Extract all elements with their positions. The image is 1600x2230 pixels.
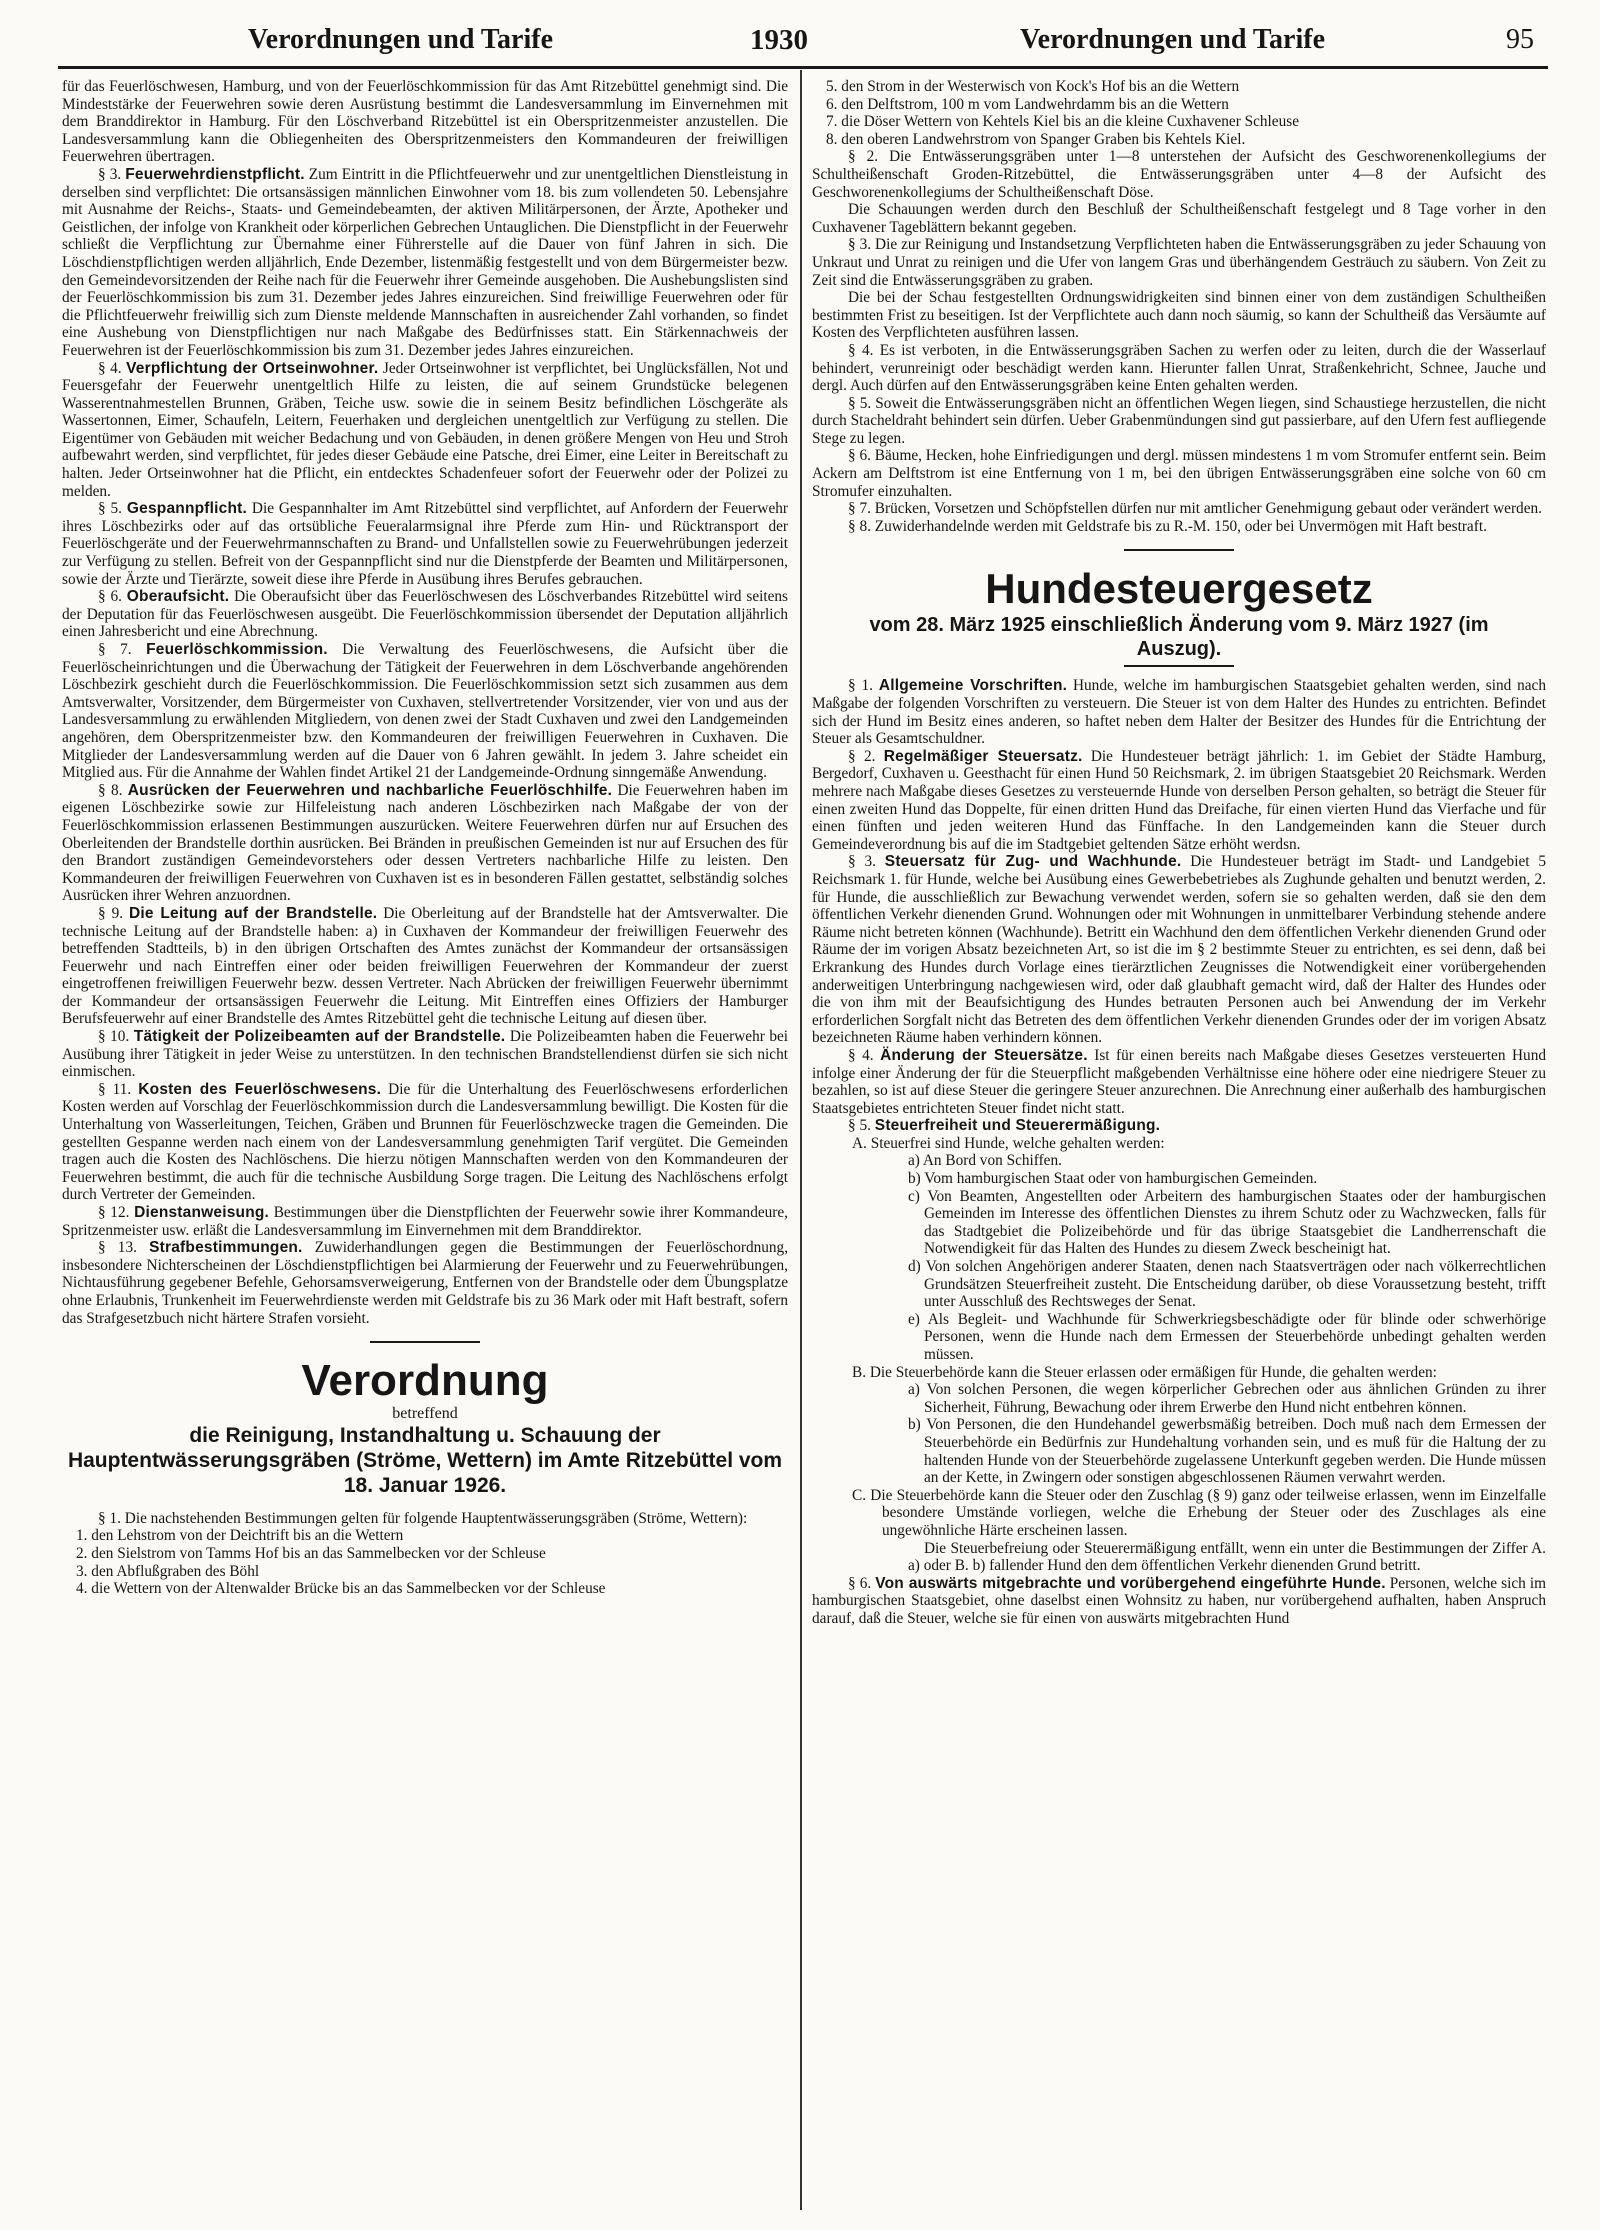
list-item: 8. den oberen Landwehrstrom von Spanger Graben bis Kehtels Kiel. xyxy=(826,130,1246,148)
right-column xyxy=(812,78,1546,1628)
section-4 xyxy=(62,360,788,501)
list-item: b) Vom hamburgischen Staat oder von hamburgischen Gemeinden. xyxy=(908,1170,1318,1188)
verordnung-section-4: § 4. Es ist verboten, in die Entwässerungsgräben Sachen zu werfen oder zu leiten, durch die der Wasserlauf behindert, verunreinigt oder beschädigt werden kann. Hierunter fallen Unrat, Straßenkehricht, Schnee, Jauche und dergl. Auch dürfen auf den Entwässerungsgräben keine Enten gehalten werden. xyxy=(812,341,1546,395)
section-text: Die Hundesteuer beträgt im Stadt- und Landgebiet 5 Reichsmark 1. für Hunde, welche bei Ausübung eines Gewerbebetriebes als Zughunde gehalten und benutzt werden, 2. für Hunde, die ausschließlich zur Bewachung verwendet werden, sofern sie so gehalten werden, daß sie den dem öffentlichen Verkehr dienenden Grund. Wohnungen oder mit Wohnungen in unmittelbarer Verbindung stehende andere Räume nicht betreten können (Wachhunde). Betritt ein Wachhund den dem öffentlichen Verkehr dienenden Grund oder Räume der im vorigen Absatz bezeichneten Art, so ist die im § 2 bestimmte Steuer zu entrichten, es sei denn, daß bei Erkrankung des Hundes durch Vorlage eines tierärztlichen Zeugnisses die Notwendigkeit einer vorübergehenden anderweitigen Unterbringung nachgewiesen wird, oder daß glaubhaft gemacht wird, daß der Halter des Hundes oder die von ihm mit der Beaufsichtigung des Hundes betrauten Personen auch bei Anwendung der im Verkehr erforderlichen Sorgfalt nicht das Betreten des dem öffentlichen Verkehr dienenden Grundes oder der im vorigen Absatz bezeichneten Räume haben verhindern können. xyxy=(812,853,1546,1047)
section-text: Ist für einen bereits nach Maßgabe dieses Gesetzes versteuerten Hund infolge einer Änderung der für die Steuerpflicht maßgebenden Verhältnisse eine höhere oder eine niedrigere Steuer zu bezahlen, so ist auf diese Steuer die geringere Steuer anzurechnen. Die Anrechnung einer außerhalb des hamburgischen Staatsgebietes entrichteten Steuer findet nicht statt. xyxy=(812,1046,1546,1117)
section-number: § 5. xyxy=(98,500,123,518)
section-text: Die Feuerwehren haben im eigenen Löschbezirke sowie zur Hilfeleistung nach anderen Löschbezirken nach Maßgabe der von der Feuerlöschkommission erlassenen Bestimmungen auszurücken. Weitere Feuerwehren dürfen nur auf Ersuchen des Oberleitenden der Brandstelle dorthin ausrücken. Bei Bränden in preußischen Gemeinden ist nur auf Ersuchen des für den Brandort zuständigen Gemeindevorstehers oder dessen Vertreters nachbarliche Hilfe zu leisten. Den Kommandeuren der freiwilligen Feuerwehren von Cuxhaven ist es in besonderen Fällen gestattet, selbständig solches Ausrücken ihrer Wehren anzuordnen. xyxy=(62,781,789,905)
section-heading: Kosten des Feuerlöschwesens. xyxy=(138,1080,382,1098)
paragraph-continued: für das Feuerlöschwesen, Hamburg, und von der Feuerlöschkommission für das Amt Ritzebüttel genehmigt sind. Die Mindeststärke der Feuerwehren sowie deren Ausrüstung bestimmt die Landesversammlung im Einvernehmen mit dem Branddirektor in Hamburg. Für den Löschverband Ritzebüttel ist ein Oberspritzenmeister anzustellen. Die Landesversammlung kann die Obliegenheiten des Oberspritzenmeisters den Kommandeuren der freiwilligen Feuerwehren übertragen. xyxy=(62,78,788,166)
section-number: § 10. xyxy=(98,1028,130,1046)
section-heading: Von auswärts mitgebrachte und vorübergehend eingeführte Hunde. xyxy=(875,1574,1386,1592)
section-heading: Steuersatz für Zug- und Wachhunde. xyxy=(884,853,1182,871)
hst-section-4 xyxy=(812,1047,1546,1117)
list-item: 6. den Delftstrom, 100 m vom Landwehrdamm bis an die Wettern xyxy=(826,95,1229,113)
section-number: § 5. xyxy=(848,1117,871,1135)
section-3 xyxy=(62,166,788,360)
section-text: Die Verwaltung des Feuerlöschwesens, die Aufsicht über die Feuerlöscheinrichtungen und die Überwachung der Tätigkeit der Feuerwehren in dem Löschverbande angehörenden Löschbezirk geschieht durch die Feuerlöschkommission. Die Feuerlöschkommission setzt sich zusammen aus dem Amtsverwalter, Vorsitzender, dem Bürgermeister von Cuxhaven, stellvertretender Vorsitzender, vier von und aus der Landesversammlung zu erwählenden Mitgliedern, von denen zwei der Stadt Cuxhaven und zwei den Landgemeinden angehören, dem Oberspritzenmeister bzw. den Kommandeuren der freiwilligen Feuerwehren in Cuxhaven. Die Mitglieder der Landesversammlung werden auf die Dauer von 6 Jahren gewählt. In jedem 3. Jahre scheidet ein Mitglied aus. Für die Annahme der Wahlen findet Artikel 21 der Landgemeinde-Ordnung sinngemäße Anwendung. xyxy=(62,641,788,782)
paragraph: Die Steuerbefreiung oder Steuerermäßigung entfällt, wenn ein unter die Bestimmungen der Ziffer A. a) oder B. b) fallender Hund den dem öffentlichen Verkehr dienenden Grund betritt. xyxy=(908,1539,1546,1575)
verordnung-section-7: § 7. Brücken, Vorsetzen und Schöpfstellen dürfen nur mit amtlicher Genehmigung gebaut oder verändert werden. xyxy=(848,500,1542,518)
page-header xyxy=(60,18,1544,68)
section-heading: Ausrücken der Feuerwehren und nachbarliche Feuerlöschhilfe. xyxy=(127,781,613,799)
running-title-left: Verordnungen und Tarife xyxy=(248,24,553,55)
section-11 xyxy=(62,1081,788,1204)
section-number: § 13. xyxy=(98,1239,137,1257)
list-item: 1. den Lehstrom von der Deichtrift bis an die Wettern xyxy=(76,1527,404,1545)
section-text: Zuwiderhandlungen gegen die Bestimmungen der Feuerlöschordnung, insbesondere Nichterscheinen der Löschdienstpflichtigen bei Alarmierung der Feuerwehr und zu Feuerwehrübungen, Nichtausführung gegebener Befehle, Gehorsamsverweigerung, Entfernen von der Brandstelle oder dem Übungsplatze ohne Erlaubnis, Trunkenheit im Feuerwehrdienste werden mit Geldstrafe bis zu 36 Mark oder mit Haft bestraft, sofern das Strafgesetzbuch nicht härtere Strafen vorsieht. xyxy=(62,1239,789,1327)
section-text: Jeder Ortseinwohner ist verpflichtet, bei Unglücksfällen, Not und Feuersgefahr der Feuerwehr unentgeltlich Hilfe zu leisten, die auf seinem Grundstücke belegenen Wasserentnahmestellen Brunnen, Gräben, Teiche usw. sowie die in seinem Besitz befindlichen Löschgeräte als Wassertonnen, Eimer, Schaufeln, Leitern, Feuerhaken und dergleichen unentgeltlich zur Verfügung zu stellen. Die Eigentümer von Gebäuden mit weicher Bedachung und von Gebäuden, in denen größere Mengen von Heu und Stroh aufbewahrt werden, sind verpflichtet, für jedes dieser Gebäude eine Patsche, drei Eimer, eine Leiter in Bereitschaft zu halten. Jeder Ortseinwohner hat die Pflicht, ein entdecktes Schadenfeuer sofort der Feuerwehr oder der Polizei zu melden. xyxy=(62,359,789,500)
list-item: 4. die Wettern von der Altenwalder Brücke bis an das Sammelbecken vor der Schleuse xyxy=(76,1580,606,1598)
year-label: 1930 xyxy=(750,24,808,56)
section-number: § 8. xyxy=(98,781,123,799)
hundesteuergesetz-subtitle: vom 28. März 1925 einschließlich Änderung vom 9. März 1927 (im Auszug). xyxy=(869,614,1489,661)
list-item: d) Von solchen Angehörigen anderer Staaten, denen nach Staatsverträgen oder nach völkerrechtlichen Grundsätzen Steuerfreiheit zusteht. Die Entscheidung darüber, ob diese Voraussetzung besteht, trifft unter Ausschluß des Rechtsweges der Senat. xyxy=(908,1258,1546,1311)
list-item: c) Von Beamten, Angestellten oder Arbeitern des hamburgischen Staates oder der hamburgischen Gemeinden im Interesse des öffentlichen Dienstes zu ihrem Schutz oder zu Wachzwecken, falls für das Stadtgebiet die Polizeibehörde und für das übrige Staatsgebiet die Landherrenschaft die Notwendigkeit für das Halten des Hundes zu diesem Zweck bescheinigt hat. xyxy=(908,1187,1546,1258)
section-number: § 9. xyxy=(98,904,124,922)
hst-section-1 xyxy=(812,677,1546,747)
section-heading: Regelmäßiger Steuersatz. xyxy=(883,747,1083,765)
separator-rule xyxy=(370,1341,480,1343)
list-item: a) Von solchen Personen, die wegen körperlicher Gebrechen oder aus ähnlichen Gründen zu ihrer Sicherheit, Führung, Bewachung oder ihrem Erwerbe den Hund nicht entbehren können. xyxy=(908,1381,1546,1416)
section-number: § 11. xyxy=(98,1080,132,1098)
section-text: Die Gespannhalter im Amt Ritzebüttel sind verpflichtet, auf Anfordern der Feuerwehr ihres Löschbezirks oder auf das ortsübliche Feueralarmsignal ihre Pferde zum Hin- und Rücktransport der Feuerlöschgeräte und der Feuerwehrmannschaften zu Brand- und Unfallstellen sowie zu Feuerwehrübungen jederzeit zur Verfügung zu stellen. Befreit von der Gespannpflicht sind nur die Dienstpferde der Beamten und Militärpersonen, sowie der Ärzte und Tierärzte, soweit diese ihre Pferde in Ausübung ihres Berufes gebrauchen. xyxy=(62,500,788,588)
verordnung-subtitle: die Reinigung, Instandhaltung u. Schauung der Hauptentwässerungsgräben (Ströme, Wettern) im Amte Ritzebüttel vom 18. Januar 1926. xyxy=(67,1423,783,1497)
section-text: Hunde, welche im hamburgischen Staatsgebiet gehalten werden, sind nach Maßgabe der folgenden Vorschriften zu versteuern. Die Steuer ist von dem Halter des Hundes zu entrichten. Befindet sich der Hund im Besitz eines anderen, so haftet neben dem Halter der Besitzer des Hundes für die Entrichtung der Steuer als Gesamtschuldner. xyxy=(812,677,1546,748)
page-number: 95 xyxy=(1506,24,1534,55)
section-heading: Steuerfreiheit und Steuerermäßigung. xyxy=(874,1117,1161,1135)
section-number: § 3. xyxy=(98,165,122,183)
section-heading: Gespannpflicht. xyxy=(126,500,248,518)
hundesteuergesetz-title: Hundesteuergesetz xyxy=(985,565,1373,613)
verordnung-section-1: § 1. Die nachstehenden Bestimmungen gelten für folgende Hauptentwässerungsgräben (Ströme, Wettern): xyxy=(98,1509,748,1527)
running-title-right: Verordnungen und Tarife xyxy=(1020,24,1325,55)
section-text: Die Polizeibeamten haben die Feuerwehr bei Ausübung ihrer Tätigkeit in jeder Weise zu unterstützen. In den technischen Brandstellendienst dürfen sie sich nicht einmischen. xyxy=(62,1028,789,1081)
section-number: § 4. xyxy=(98,359,122,377)
section-10 xyxy=(62,1028,788,1081)
section-number: § 6. xyxy=(848,1574,872,1592)
verordnung-section-8: § 8. Zuwiderhandelnde werden mit Geldstrafe bis zu R.-M. 150, oder bei Unvermögen mit Haft bestraft. xyxy=(848,517,1487,535)
section-heading: Feuerlöschkommission. xyxy=(146,641,328,658)
section-9 xyxy=(62,905,788,1028)
hst-section-5 xyxy=(812,1117,1546,1135)
subsection-c: C. Die Steuerbehörde kann die Steuer oder den Zuschlag (§ 9) ganz oder teilweise erlassen, wenn im Einzelfalle besondere Umstände vorliegen, welche die Erhebung der Steuer oder des Zuschlages als eine ungewöhnliche Härte erscheinen lassen. xyxy=(852,1486,1546,1539)
section-text: Die für die Unterhaltung des Feuerlöschwesens erforderlichen Kosten werden auf Vorschlag der Feuerlöschkommission durch die Landesversammlung bewilligt. Die Kosten für die Unterhaltung von Wasserleitungen, Teichen, Gräben und Brunnen für Feuerlöschzwecke tragen die Gemeinden. Die gestellten Gespanne werden nach einem von der Landesversammlung genehmigten Tarif vergütet. Die Gemeinden tragen auch die Kosten des Nachlöschens. Die hierzu nötigen Mannschaften werden von den Kommandeuren der Feuerwehren bestimmt, die auch für die technische Ausbildung Sorge tragen. Die Leitung des Nachlöschens erfolgt durch Vertreter der Gemeinden. xyxy=(62,1080,788,1204)
verordnung-title: Verordnung xyxy=(301,1356,549,1406)
section-text: Die Oberleitung auf der Brandstelle hat der Amtsverwalter. Die technische Leitung auf der Brandstelle haben: a) in Cuxhaven der Kommandeur der freiwilligen Feuerwehr des betreffenden Stadtteils, b) in den übrigen Ortschaften des Amtes zunächst der Kommandeur der ortsansässigen Feuerwehr und nach Eintreffen einer oder beiden freiwilligen Feuerwehren der Kommandeur der zuerst eingetroffenen freiwilligen Feuerwehr bezw. dessen Vertreter. Nach Abrücken der freiwilligen Feuerwehr übernimmt der Kommandeur der ortsansässigen Feuerwehr die Leitung. Mit Eintreffen eines Offiziers der Hamburger Berufsfeuerwehr auf einer Brandstelle des Amtes Ritzebüttel geht die technische Leitung auf diesen über. xyxy=(62,904,788,1028)
section-heading: Strafbestimmungen. xyxy=(149,1239,303,1257)
section-number: § 12. xyxy=(98,1204,130,1221)
verordnung-section-5: § 5. Soweit die Entwässerungsgräben nicht an öffentlichen Wegen liegen, sind Schaustiege herzustellen, die nicht durch Stacheldraht behindert sein dürfen. Ueber Grabenmündungen sind gut passierbare, auf den Ufern fest aufliegende Stege zu legen. xyxy=(812,394,1546,447)
list-item: 5. den Strom in der Westerwisch von Kock's Hof bis an die Wettern xyxy=(826,78,1240,95)
section-5 xyxy=(62,500,788,588)
section-text: Die Oberaufsicht über das Feuerlöschwesen des Löschverbandes Ritzebüttel wird seitens der Deputation für das Feuerlöschwesen ausgeübt. Die Feuerlöschkommission übersendet der Deputation alljährlich einen Jahresbericht und eine Abrechnung. xyxy=(62,588,789,641)
hst-section-3 xyxy=(812,853,1546,1047)
subsection-b: B. Die Steuerbehörde kann die Steuer erlassen oder ermäßigen für Hunde, die gehalten werden: xyxy=(852,1363,1437,1381)
section-7 xyxy=(62,641,788,782)
section-heading: Änderung der Steuersätze. xyxy=(880,1046,1088,1064)
section-heading: Allgemeine Vorschriften. xyxy=(878,677,1068,695)
section-13 xyxy=(62,1239,788,1327)
section-12 xyxy=(62,1204,788,1239)
section-heading: Verpflichtung der Ortseinwohner. xyxy=(126,359,379,377)
section-text: Personen, welche sich im hamburgischen Staatsgebiet, ohne daselbst einen Wohnsitz zu haben, nur vorübergehend aufhalten, haben Anspruch darauf, daß die Steuer, welche sie für einen von auswärts mitgebrachten Hund xyxy=(812,1574,1546,1627)
list-item: a) An Bord von Schiffen. xyxy=(908,1152,1062,1170)
paragraph: Die Schauungen werden durch den Beschluß der Schultheißenschaft festgelegt und 8 Tage vorher in den Cuxhavener Tageblättern bekannt gegeben. xyxy=(812,201,1546,236)
list-item: e) Als Begleit- und Wachhunde für Schwerkriegsbeschädigte oder für blinde oder schwerhörige Personen, wenn die Hunde nach dem Ermessen der Steuerbehörde unbedingt gehalten werden müssen. xyxy=(908,1310,1546,1363)
section-number: § 3. xyxy=(848,853,876,871)
list-item: 2. den Sielstrom von Tamms Hof bis an das Sammelbecken vor der Schleuse xyxy=(76,1544,546,1562)
section-text: Bestimmungen über die Dienstpflichten der Feuerwehr sowie ihrer Kommandeure, Spritzenmeister usw. erläßt die Landesversammlung im Einvernehmen mit dem Branddirektor. xyxy=(62,1204,789,1239)
section-heading: Dienstanweisung. xyxy=(134,1204,270,1221)
paragraph: Die bei der Schau festgestellten Ordnungswidrigkeiten sind binnen einer von dem zuständigen Schultheißen bestimmten Frist zu beseitigen. Ist der Verpflichtete auch dann noch säumig, so kann der Schultheiß das Versäumte auf Kosten des Verpflichteten ausführen lassen. xyxy=(812,289,1546,342)
verordnung-section-3: § 3. Die zur Reinigung und Instandsetzung Verpflichteten haben die Entwässerungsgräben zu jeder Schauung von Unkraut und Unrat zu reinigen und die Ufer von langem Gras und überhängendem Gesträuch zu säubern. Von Zeit zu Zeit sind die Entwässerungsgräben zu graben. xyxy=(812,236,1546,289)
section-8 xyxy=(62,782,788,905)
verordnung-betreffend: betreffend xyxy=(392,1405,458,1423)
subsection-a: A. Steuerfrei sind Hunde, welche gehalten werden: xyxy=(852,1134,1165,1152)
section-heading: Oberaufsicht. xyxy=(126,588,230,606)
verordnung-section-6: § 6. Bäume, Hecken, hohe Einfriedigungen und dergl. müssen mindestens 1 m vom Stromufer entfernt sein. Beim Ackern am Delftstrom ist eine Entfernung von 1 m, bei den übrigen Entwässerungsgräben eine solche von 60 cm Stromufer einzuhalten. xyxy=(812,447,1546,500)
section-number: § 1. xyxy=(848,677,873,695)
section-6 xyxy=(62,588,788,641)
hst-section-2 xyxy=(812,748,1546,854)
list-item: 7. die Döser Wettern von Kehtels Kiel bis an die kleine Cuxhavener Schleuse xyxy=(826,113,1299,131)
section-text: Zum Eintritt in die Pflichtfeuerwehr und zur unentgeltlichen Dienstleistung in derselben sind verpflichtet: Die ortsansässigen männlichen Einwohner vom 18. bis zum vollendeten 50. Lebensjahre mit Ausnahme der Reichs-, Staats- und Gemeindebeamten, der aktiven Militärpersonen, der Ärzte, Apotheker und Geistlichen, der infolge von Krankheit oder körperlichen Gebrechen Untauglichen. Die Dienstpflicht in der Feuerwehr schließt die Verpflichtung zur Übernahme einer Führerstelle auf die Dauer von fünf Jahren in sich. Die Löschdienstpflichtigen werden alljährlich, Ende Dezember, listenmäßig festgestellt und von dem Bürgermeister bezw. den Gemeindevorsitzenden der Reihe nach für die Feuerwehr ihrer Gemeinde ausgehoben. Die Aushebungslisten sind der Feuerlöschkommission bis zum 31. Dezember jedes Jahres einzureichen. Sind freiwillige Feuerwehren oder für die Pflichtfeuerwehr freiwillig sich zum Dienste meldende Mannschaften in ausreichender Zahl vorhanden, so findet eine Aushebung von Dienstpflichtigen nur nach Maßgabe des Bedürfnisses statt. Ein Stärkennachweis der Feuerwehren ist der Feuerlöschkommission bis zum 31. Dezember jedes Jahres einzureichen. xyxy=(62,165,789,359)
section-number: § 6. xyxy=(98,588,122,606)
separator-rule xyxy=(1124,549,1234,551)
section-number: § 2. xyxy=(848,747,876,765)
left-column xyxy=(62,78,788,1598)
section-text: Die Hundesteuer beträgt jährlich: 1. im Gebiet der Städte Hamburg, Bergedorf, Cuxhaven u. Geesthacht für einen Hund 50 Reichsmark, 2. im übrigen Staatsgebiet 20 Reichsmark. Werden mehrere nach Maßgabe dieses Gesetzes zu versteuernde Hunde von derselben Person gehalten, so beträgt die Steuer für einen zweiten Hund das Doppelte, für einen dritten Hund das Dreifache, für einen vierten Hund das Vierfache und für einen fünften und jeden weiteren Hund das Fünffache. In den Landgemeinden kann die Steuer durch Gemeindeverordnung bis auf die im Stadtgebiet geltenden Sätze erhöht werdsn. xyxy=(812,747,1547,853)
section-heading: Tätigkeit der Polizeibeamten auf der Brandstelle. xyxy=(133,1028,506,1046)
column-divider xyxy=(800,70,802,2210)
verordnung-section-2: § 2. Die Entwässerungsgräben unter 1—8 unterstehen der Aufsicht des Geschworenenkollegiums der Schultheißenschaft Groden-Ritzebüttel, die Entwässerungsgräben unter 4—8 der Aufsicht des Geschworenenkollegiums der Schultheißenschaft Döse. xyxy=(812,148,1546,201)
section-number: § 4. xyxy=(848,1046,874,1064)
list-item: b) Von Personen, die den Hundehandel gewerbsmäßig betreiben. Doch muß nach dem Ermessen der Steuerbehörde ein Bedürfnis zur Hundehaltung vorhanden sein, und es muß für die Haltung der zu haltenden Hunde von der Steuerbehörde zugelassene Unterkunft gegeben werden. Die Hunde müssen an der Kette, in Zwingern oder sonstigen abgeschlossenen Räumen verwahrt werden. xyxy=(908,1416,1546,1487)
section-heading: Feuerwehrdienstpflicht. xyxy=(125,165,305,183)
section-heading: Die Leitung auf der Brandstelle. xyxy=(129,904,378,922)
section-number: § 7. xyxy=(98,641,132,658)
list-item: 3. den Abflußgraben des Böhl xyxy=(76,1562,260,1580)
header-rule xyxy=(58,66,1548,69)
hst-section-6 xyxy=(812,1575,1546,1628)
